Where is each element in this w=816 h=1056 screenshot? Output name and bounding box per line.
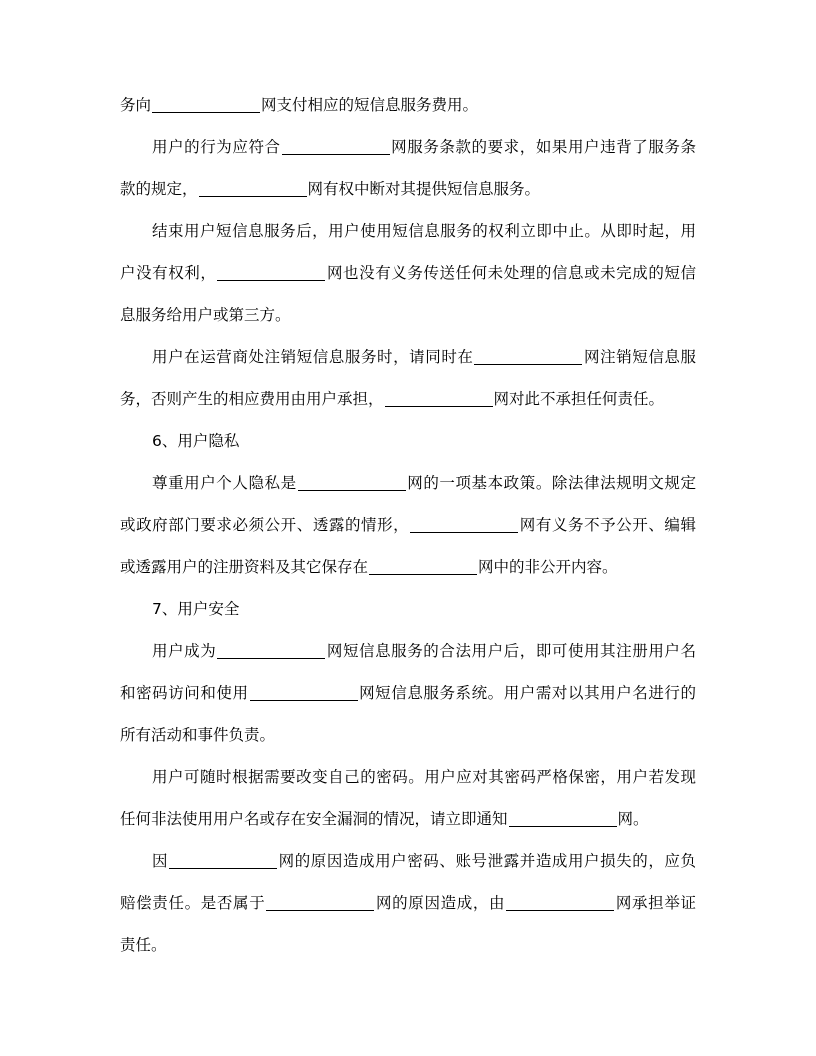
- fill-in-blank: [266, 895, 374, 911]
- text-segment: 因: [152, 852, 169, 870]
- fill-in-blank: [217, 643, 325, 659]
- text-segment: 户没有权利，: [120, 264, 217, 282]
- text-segment: 网支付相应的短信息服务费用。: [261, 96, 479, 114]
- paragraph-line: [152, 756, 696, 798]
- fill-in-blank: [282, 139, 390, 155]
- text-segment: 用户在运营商处注销短信息服务时，请同时在: [152, 348, 474, 366]
- text-segment: 息服务给用户或第三方。: [120, 306, 291, 324]
- text-segment: 尊重用户个人隐私是: [152, 474, 297, 492]
- fill-in-blank: [385, 391, 493, 407]
- fill-in-blank: [199, 181, 307, 197]
- text-segment: 网的原因造成用户密码、账号泄露并造成用户损失的，应负: [278, 852, 696, 870]
- fill-in-blank: [509, 811, 617, 827]
- fill-in-blank: [474, 349, 582, 365]
- text-segment: 用户可随时根据需要改变自己的密码。用户应对其密码严格保密，用户若发现: [152, 768, 696, 786]
- text-segment: 或政府部门要求必须公开、透露的情形，: [120, 516, 410, 534]
- text-segment: 网也没有义务传送任何未处理的信息或未完成的短信: [326, 264, 696, 282]
- text-segment: 网对此不承担任何责任。: [493, 390, 665, 408]
- text-segment: 结束用户短信息服务后，用户使用短信息服务的权利立即中止。从即时起，用: [152, 222, 696, 240]
- text-segment: 网的一项基本政策。除法律法规明文规定: [406, 474, 696, 492]
- paragraph-line: [152, 840, 696, 882]
- text-segment: 用户成为: [152, 642, 217, 660]
- section-heading: [152, 588, 239, 630]
- text-segment: 网服务条款的要求，如果用户违背了服务条: [390, 138, 696, 156]
- text-segment: 网有义务不予公开、编辑: [519, 516, 696, 534]
- paragraph-line: [120, 378, 664, 420]
- fill-in-blank: [410, 517, 518, 533]
- fill-in-blank: [217, 265, 325, 281]
- heading-text: 6、用户隐私: [152, 432, 240, 450]
- text-segment: 或透露用户的注册资料及其它保存在: [120, 558, 369, 576]
- text-segment: 网短信息服务的合法用户后，即可使用其注册用户名: [326, 642, 696, 660]
- paragraph-line: [120, 882, 696, 924]
- text-segment: 网的原因造成，由: [375, 894, 506, 912]
- paragraph-line: [120, 546, 618, 588]
- text-segment: 款的规定，: [120, 180, 198, 198]
- paragraph-line: [120, 84, 478, 126]
- text-segment: 网。: [617, 810, 649, 828]
- text-segment: 网承担举证: [615, 894, 696, 912]
- text-segment: 赔偿责任。是否属于: [120, 894, 266, 912]
- paragraph-line: [152, 630, 696, 672]
- text-segment: 任何非法使用用户名或存在安全漏洞的情况，请立即通知: [120, 810, 508, 828]
- paragraph-line: [152, 336, 696, 378]
- paragraph-line: [152, 126, 696, 168]
- text-segment: 用户的行为应符合: [152, 138, 281, 156]
- fill-in-blank: [250, 685, 358, 701]
- fill-in-blank: [152, 97, 260, 113]
- fill-in-blank: [298, 475, 406, 491]
- text-segment: 所有活动和事件负责。: [120, 726, 276, 744]
- fill-in-blank: [506, 895, 614, 911]
- fill-in-blank: [369, 559, 477, 575]
- paragraph-line: [152, 462, 696, 504]
- fill-in-blank: [169, 853, 277, 869]
- section-heading: [152, 420, 239, 462]
- paragraph-line: [152, 210, 696, 252]
- paragraph-line: [120, 672, 696, 714]
- text-segment: 网有权中断对其提供短信息服务。: [307, 180, 541, 198]
- heading-text: 7、用户安全: [152, 600, 240, 618]
- paragraph-line: [120, 924, 167, 966]
- paragraph-line: [120, 504, 696, 546]
- text-segment: 和密码访问和使用: [120, 684, 249, 702]
- text-segment: 网短信息服务系统。用户需对以其用户名进行的: [358, 684, 696, 702]
- text-segment: 务向: [120, 96, 152, 114]
- paragraph-line: [120, 714, 275, 756]
- text-segment: 务，否则产生的相应费用由用户承担，: [120, 390, 384, 408]
- text-segment: 网注销短信息服: [583, 348, 696, 366]
- paragraph-line: [120, 168, 540, 210]
- paragraph-line: [120, 294, 291, 336]
- paragraph-line: [120, 252, 696, 294]
- text-segment: 责任。: [120, 936, 167, 954]
- paragraph-line: [120, 798, 649, 840]
- text-segment: 网中的非公开内容。: [478, 558, 618, 576]
